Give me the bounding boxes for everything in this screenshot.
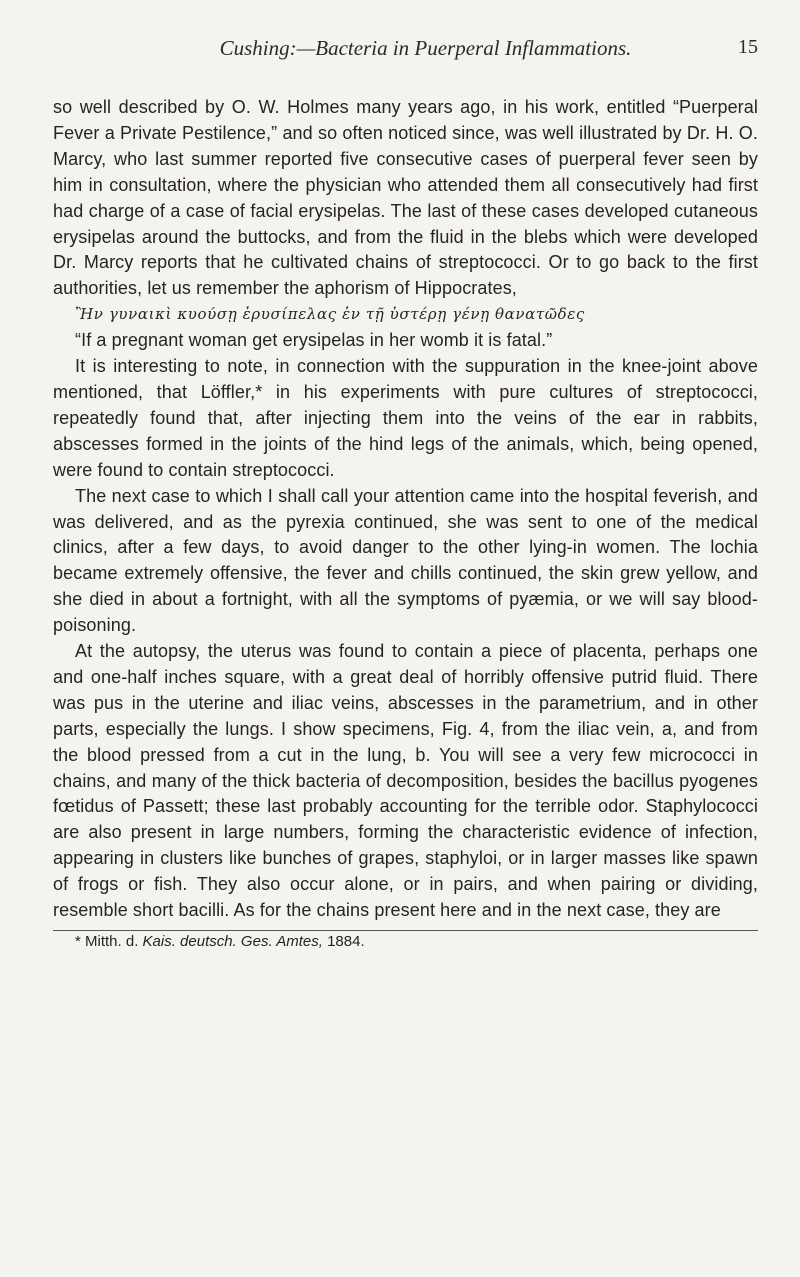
running-title: Cushing:—Bacteria in Puerperal Inflammations.	[219, 36, 632, 60]
body-text	[53, 95, 758, 924]
paragraph-holmes-marcy: so well described by O. W. Holmes many years ago, in his work, entitled “Puerperal Fever a Private Pestilence,” and so often noticed since, was well illustrated by Dr. H. O. Marcy, who last summer reported five consecutive cases of puerperal fever seen by him in consultation, where the physician who attended them all consecutively had first had charge of a case of facial erysipelas. The last of these cases developed cutaneous erysipelas around the buttocks, and from the fluid in the blebs which were developed Dr. Marcy reports that he cultivated chains of streptococci. Or to go back to the first authorities, let us remember the aphorism of Hippocrates,	[53, 97, 758, 299]
paragraph-autopsy: At the autopsy, the uterus was found to contain a piece of placenta, perhaps one and one-half inches square, with a great deal of horribly offensive putrid fluid. There was pus in the uterine and iliac veins, abscesses in the parametrium, and in other parts, especially the lungs. I show specimens, Fig. 4, from the iliac vein, a, and from the blood pressed from a cut in the lung, b. You will see a very few micrococci in chains, and many of the thick bacteria of decomposition, besides the bacillus pyogenes fœtidus of Passett; these last probably accounting for the terrible odor. Staphylococci are also present in large numbers, forming the characteristic evidence of infection, appearing in clusters like bunches of grapes, staphyloi, or in larger masses like spawn of frogs or fish. They also occur alone, or in pairs, and when pairing or dividing, resemble short bacilli. As for the chains present here and in the next case, they are	[53, 641, 758, 921]
hippocrates-greek-quote: Ἢν γυναικὶ κυούσῃ ἐρυσίπελας ἐν τῇ ὑστέρῃ γένῃ θανατῶδες	[75, 305, 585, 324]
footnote-year: 1884.	[327, 933, 365, 950]
page-number: 15	[738, 36, 758, 58]
footnote-marker: *	[75, 933, 81, 950]
footnote-source: Kais. deutsch. Ges. Amtes,	[142, 933, 323, 950]
paragraph-next-case: The next case to which I shall call your attention came into the hospital feverish, and was delivered, and as the pyrexia continued, she was sent to one of the medical clinics, after a few days, to avoid danger to the other lying-in women. The lochia became extremely offensive, the fever and chills continued, the skin grew yellow, and she died in about a fortnight, with all the symptoms of pyæmia, or we will say blood-poisoning.	[53, 485, 758, 636]
book-page	[53, 36, 758, 950]
footnote-prefix: Mitth. d.	[85, 933, 139, 950]
footnote-divider	[53, 930, 758, 931]
footnote	[53, 933, 758, 950]
running-header	[53, 36, 758, 76]
aphorism-translation: “If a pregnant woman get erysipelas in her womb it is fatal.”	[75, 330, 553, 351]
paragraph-loffler: It is interesting to note, in connection with the suppuration in the knee-joint above mentioned, that Löffler,* in his experiments with pure cultures of streptococci, repeatedly found that, after injecting them into the veins of the ear in rabbits, abscesses formed in the joints of the hind legs of the animals, which, being opened, were found to contain streptococci.	[53, 356, 758, 480]
